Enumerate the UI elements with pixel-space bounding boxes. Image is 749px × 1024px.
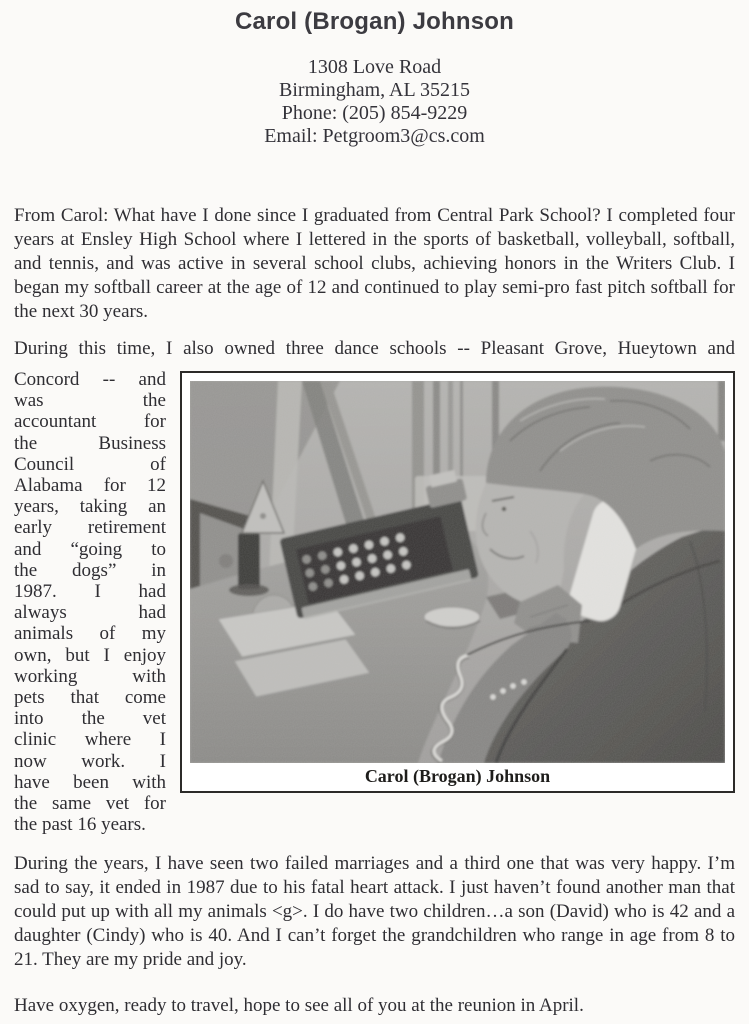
column-text-line: years, taking an (14, 496, 166, 518)
column-text-line: own, but I enjoy (14, 644, 166, 666)
column-text-line: always had (14, 602, 166, 624)
column-text-line: working with (14, 665, 166, 687)
column-text-line: clinic where I (14, 729, 166, 751)
column-text-line: the same vet for (14, 793, 166, 815)
address-street: 1308 Love Road (307, 56, 442, 78)
column-text-line: was the (14, 390, 166, 412)
paragraph-closing: Have oxygen, ready to travel, hope to see all of you at the reunion in April. (14, 995, 584, 1017)
photo-frame (180, 371, 735, 793)
email-line: Email: Petgroom3@cs.com (264, 125, 485, 147)
column-text-line: Alabama for 12 (14, 475, 166, 497)
column-text-line: now work. I (14, 750, 166, 772)
portrait-photo (190, 381, 725, 763)
page-title: Carol (Brogan) Johnson (234, 8, 515, 35)
column-text-line: into the vet (14, 708, 166, 730)
paragraph-dance-schools-intro: During this time, I also owned three dance schools -- Pleasant Grove, Hueytown and (14, 338, 735, 359)
column-text-line: Concord -- and (14, 369, 166, 390)
column-text-line: accountant for (14, 411, 166, 433)
column-text-line: pets that come (14, 687, 166, 709)
column-text-line: 1987. I had (14, 581, 166, 603)
column-text-line: Council of (14, 453, 166, 475)
wrapped-text-column (14, 369, 166, 835)
column-text-line: and “going to (14, 538, 166, 560)
paragraph-school-history: From Carol: What have I done since I graduated from Central Park School? I completed four years at Ensley High School where I lettered in the sports of basketball, volleyball, softball, and tennis, and was active in several school clubs, achieving honors in the Writers Club. I began my softball career at the age of 12 and continued to play semi-pro fast pitch softball for the next 30 years. (14, 205, 735, 322)
photo-text-section (14, 369, 735, 835)
photo-caption: Carol (Brogan) Johnson (364, 766, 551, 786)
column-text-line: the past 16 years. (14, 814, 146, 836)
column-text-line: animals of my (14, 623, 166, 645)
paragraph-family: During the years, I have seen two failed marriages and a third one that was very happy. I’m sad to say, it ended in 1987 due to his fatal heart attack. I just haven’t found another man that could put up with all my animals <g>. I do have two children…a son (David) who is 42 and a daughter (Cindy) who is 40. And I can’t forget the grandchildren who range in age from 8 to 21. They are my pride and joy. (14, 853, 735, 971)
address-city: Birmingham, AL 35215 (279, 79, 470, 101)
column-text-line: the dogs” in (14, 559, 166, 581)
column-text-line: early retirement (14, 517, 166, 539)
contact-block (14, 56, 735, 148)
phone-line: Phone: (205) 854-9229 (281, 102, 468, 124)
column-text-line: have been with (14, 771, 166, 793)
column-text-line: the Business (14, 432, 166, 454)
